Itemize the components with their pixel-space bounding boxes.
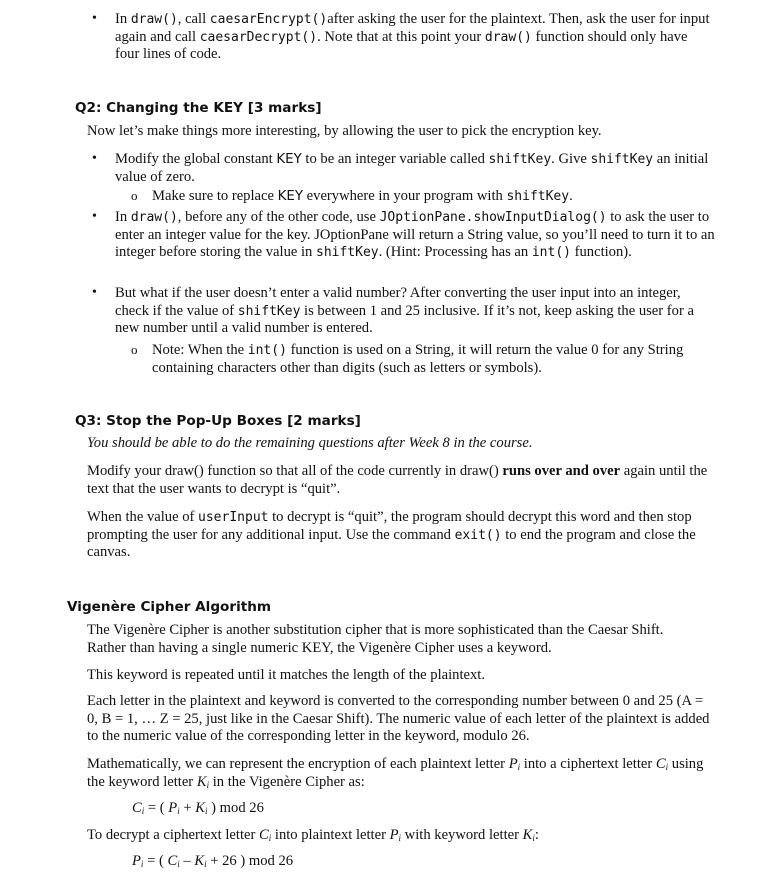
- q2-heading: Q2: Changing the KEY [3 marks]: [75, 100, 322, 116]
- intro-bullet-text: In draw(), call caesarEncrypt()after asking the user for the plaintext. Then, ask the user for input again and call caesarDecrypt(). Note that at this point your draw() function should only have four lines of code.: [115, 11, 710, 63]
- q3-paragraph-2: When the value of userInput to decrypt is “quit”, the program should decrypt this word and then stop prompting the user for any additional input. Use the command exit() to end the program and close the canvas.: [87, 509, 696, 561]
- vigenere-paragraph-1: The Vigenère Cipher is another substitution cipher that is more sophisticated than the Caesar Shift. Rather than having a single numeric KEY, the Vigenère Cipher uses a keyword.: [87, 622, 664, 656]
- q3-paragraph-1: Modify your draw() function so that all of the code currently in draw() runs over and over again until the text that the user wants to decrypt is “quit”.: [87, 463, 708, 497]
- q2-sub-bullet-1: Make sure to replace KEY everywhere in your program with shiftKey.: [152, 188, 573, 204]
- bullet-marker: •: [92, 11, 97, 26]
- vigenere-paragraph-4: Mathematically, we can represent the encryption of each plaintext letter $P_i$ into a ciphertext letter $C_i$ using the keyword letter $K_i$ in the Vigenère Cipher as:: [87, 756, 704, 790]
- bullet-marker: •: [92, 209, 97, 224]
- bullet-marker: •: [92, 285, 97, 300]
- q3-heading: Q3: Stop the Pop-Up Boxes [2 marks]: [75, 413, 361, 429]
- q2-intro: Now let’s make things more interesting, by allowing the user to pick the encryption key.: [87, 123, 602, 139]
- sub-bullet-marker: o: [131, 342, 138, 357]
- vigenere-paragraph-2: This keyword is repeated until it matches the length of the plaintext.: [87, 667, 485, 683]
- q3-note: You should be able to do the remaining questions after Week 8 in the course.: [87, 435, 533, 451]
- sub-bullet-marker: o: [131, 188, 138, 203]
- decryption-formula: $P_i$ = ( $C_i - K_i + 26$ ) mod 26: [132, 853, 294, 869]
- bullet-marker: •: [92, 151, 97, 166]
- q2-bullet-1: Modify the global constant KEY to be an integer variable called shiftKey. Give shiftKey an initial value of zero.: [115, 151, 709, 185]
- encryption-formula: $C_i$ = ( $P_i + K_i$ ) mod 26: [132, 800, 264, 816]
- vigenere-paragraph-3: Each letter in the plaintext and keyword is converted to the corresponding number between 0 and 25 (A = 0, B = 1, … Z = 25, just like in the Caesar Shift). The numeric value of each letter of the plaintext is added to the numeric value of the corresponding letter in the keyword, modulo 26.: [87, 693, 710, 745]
- q2-sub-bullet-2: Note: When the int() function is used on a String, it will return the value 0 for any String containing characters other than digits (such as letters or symbols).: [152, 342, 684, 376]
- q2-bullet-2: In draw(), before any of the other code, use JOptionPane.showInputDialog() to ask the user to enter an integer value for the key. JOptionPane will return a String value, so you’ll need to turn it to an integer before storing the value in shiftKey. (Hint: Processing has an int() function).: [115, 209, 715, 261]
- vigenere-paragraph-5: To decrypt a ciphertext letter $C_i$ into plaintext letter $P_i$ with keyword letter $K_i$:: [87, 827, 539, 843]
- vigenere-heading: Vigenère Cipher Algorithm: [67, 599, 272, 615]
- q2-bullet-3: But what if the user doesn’t enter a valid number? After converting the user input into an integer, check if the value of shiftKey is between 1 and 25 inclusive. If it’s not, keep asking the user for a new number until a valid number is entered.: [115, 285, 694, 337]
